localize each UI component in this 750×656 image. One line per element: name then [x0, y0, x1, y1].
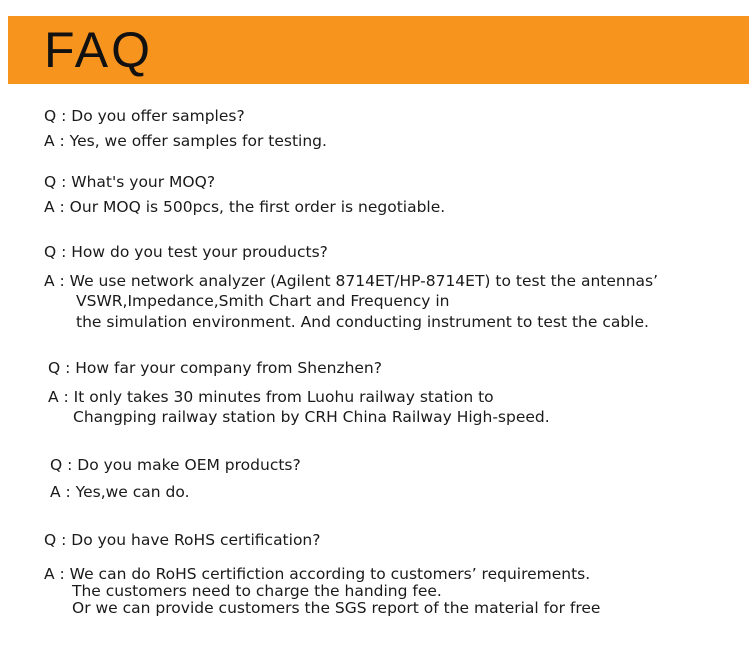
faq-answer-rohs-line-2: The customers need to charge the handing fee. [72, 582, 442, 600]
faq-answer-rohs-line-3: Or we can provide customers the SGS report of the material for free [72, 599, 601, 617]
faq-answer-location-line-1: A : It only takes 30 minutes from Luohu railway station to [48, 388, 494, 406]
faq-answer-testing-line-3: the simulation environment. And conducting instrument to test the cable. [76, 313, 649, 331]
faq-answer-samples: A : Yes, we offer samples for testing. [44, 132, 327, 150]
faq-answer-testing-line-2: VSWR,Impedance,Smith Chart and Frequency in [76, 292, 450, 310]
faq-question-oem: Q : Do you make OEM products? [50, 456, 301, 474]
faq-question-samples: Q : Do you offer samples? [44, 107, 245, 125]
faq-question-location: Q : How far your company from Shenzhen? [48, 359, 382, 377]
faq-question-rohs: Q : Do you have RoHS certification? [44, 531, 321, 549]
faq-answer-rohs-line-1: A : We can do RoHS certifiction according to customers’ requirements. [44, 565, 591, 583]
faq-question-moq: Q : What's your MOQ? [44, 173, 216, 191]
faq-answer-oem: A : Yes,we can do. [50, 483, 190, 501]
faq-answer-moq: A : Our MOQ is 500pcs, the first order is negotiable. [44, 198, 446, 216]
faq-answer-location-line-2: Changping railway station by CRH China Railway High-speed. [73, 408, 550, 426]
faq-title: FAQ [44, 22, 154, 78]
faq-answer-testing-line-1: A : We use network analyzer (Agilent 8714ET/HP-8714ET) to test the antennas’ [44, 272, 659, 290]
faq-header-banner [8, 16, 749, 84]
faq-question-testing: Q : How do you test your prouducts? [44, 243, 328, 261]
